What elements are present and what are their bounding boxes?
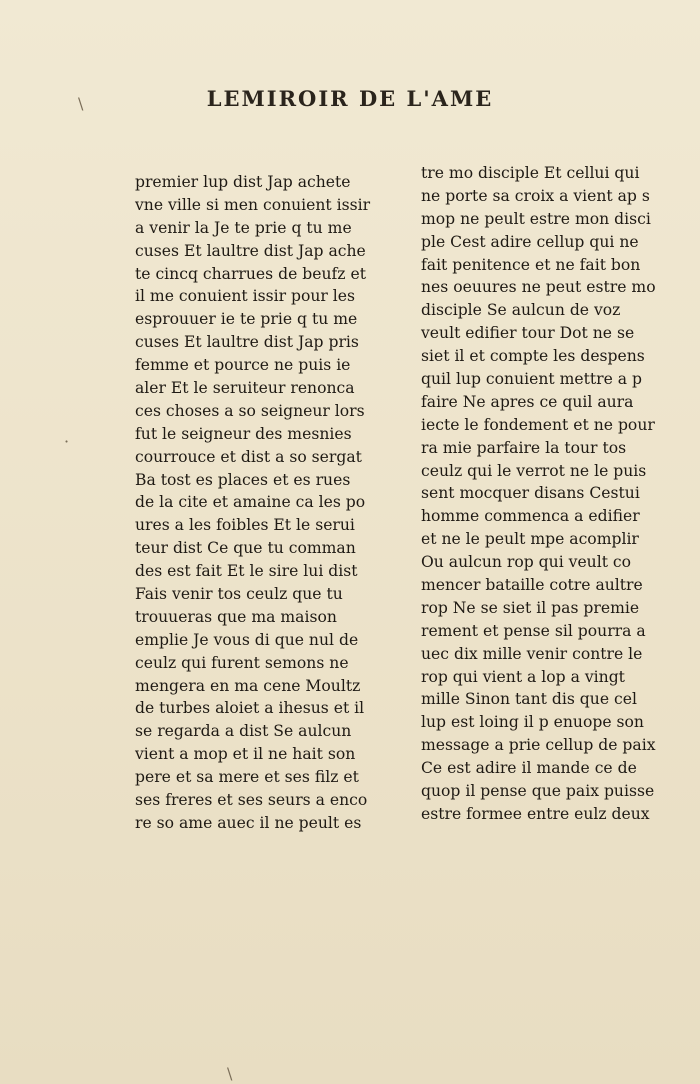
text-line: re so ame auec il ne peult es — [135, 813, 362, 832]
text-line: vne ville si men conuient issir — [135, 195, 371, 214]
text-line: vient a mop et il ne hait son — [135, 745, 356, 764]
text-line: sent mocquer disans Cestui — [421, 484, 640, 503]
text-line: rop Ne se siet il pas premie — [421, 598, 640, 617]
text-line: emplie Je vous di que nul de — [135, 630, 359, 649]
text-line: lup est loing il p enuope son — [421, 713, 644, 732]
text-line: quop il pense que paix puisse — [421, 782, 655, 801]
text-line: de la cite et amaine ca les po — [135, 493, 366, 512]
text-line: disciple Se aulcun de voz — [421, 301, 621, 320]
text-line: siet il et compte les despens — [421, 347, 645, 366]
text-line: rop qui vient a lop a vingt — [421, 667, 625, 686]
text-line: veult edifier tour Dot ne se — [421, 324, 635, 343]
text-line: et ne le peult mpe acomplir — [421, 530, 639, 549]
text-line: ra mie parfaire la tour tos — [421, 438, 627, 457]
running-header: LEMIROIR DE L'AME — [206, 86, 494, 111]
text-line: ple Cest adire cellup qui ne — [421, 232, 639, 251]
text-line: teur dist Ce que tu comman — [135, 539, 356, 558]
text-line: message a prie cellup de paix — [421, 736, 656, 755]
text-line: estre formee entre eulz deux — [421, 804, 650, 823]
text-line: ceulz qui le verrot ne le puis — [421, 461, 647, 480]
text-line: faire Ne apres ce quil aura — [421, 392, 634, 411]
text-line: premier lup dist Jap achete — [135, 173, 351, 191]
text-line: ceulz qui furent semons ne — [135, 653, 349, 672]
text-line: Fais venir tos ceulz que tu — [135, 585, 343, 604]
text-line: Ou aulcun rop qui veult co — [421, 553, 632, 572]
text-line: pere et sa mere et ses filz et — [135, 768, 359, 787]
left-text-column — [135, 171, 370, 835]
text-line: ses freres et ses seurs a enco — [135, 791, 368, 810]
right-text-column — [421, 162, 656, 826]
text-line: Ce est adire il mande ce de — [421, 759, 637, 778]
text-line: nes oeuures ne peut estre mo — [421, 278, 656, 297]
text-line: esprouuer ie te prie q tu me — [135, 310, 358, 329]
text-line: il me conuient issir pour les — [135, 287, 356, 306]
text-line: se regarda a dist Se aulcun — [135, 722, 352, 741]
text-line: mencer bataille cotre aultre — [421, 576, 643, 595]
text-line: homme commenca a edifier — [421, 507, 640, 526]
text-line: des est fait Et le sire lui dist — [135, 562, 358, 581]
text-line: ures a les foibles Et le serui — [135, 516, 355, 535]
text-line: rement et pense sil pourra a — [421, 621, 646, 640]
text-line: trouueras que ma maison — [135, 607, 337, 626]
text-line: aler Et le seruiteur renonca — [135, 379, 355, 398]
text-line: cuses Et laultre dist Jap pris — [135, 333, 359, 352]
margin-mark: · — [64, 432, 70, 451]
text-line: fut le seigneur des mesnies — [135, 424, 352, 443]
text-line: ne porte sa croix a vient ap s — [421, 186, 650, 205]
text-line: femme et pource ne puis ie — [135, 356, 351, 375]
text-line: fait penitence et ne fait bon — [421, 255, 641, 274]
text-line: te cincq charrues de beufz et — [135, 264, 366, 283]
margin-mark: \ — [78, 94, 84, 113]
text-line: uec dix mille venir contre le — [421, 644, 643, 663]
text-line: de turbes aloiet a ihesus et il — [135, 699, 365, 718]
text-line: iecte le fondement et ne pour — [421, 415, 655, 434]
text-line: ces choses a so seigneur lors — [135, 401, 365, 420]
text-line: mop ne peult estre mon disci — [421, 209, 651, 228]
text-line: quil lup conuient mettre a p — [421, 370, 643, 389]
margin-mark: \ — [227, 1064, 233, 1083]
text-line: tre mo disciple Et cellui qui — [421, 164, 640, 182]
text-line: Ba tost es places et es rues — [135, 470, 351, 489]
text-line: mengera en ma cene Moultz — [135, 676, 361, 695]
text-line: mille Sinon tant dis que cel — [421, 690, 637, 709]
text-line: courrouce et dist a so sergat — [135, 447, 362, 466]
text-line: a venir la Je te prie q tu me — [135, 218, 352, 237]
text-line: cuses Et laultre dist Jap ache — [135, 241, 366, 260]
